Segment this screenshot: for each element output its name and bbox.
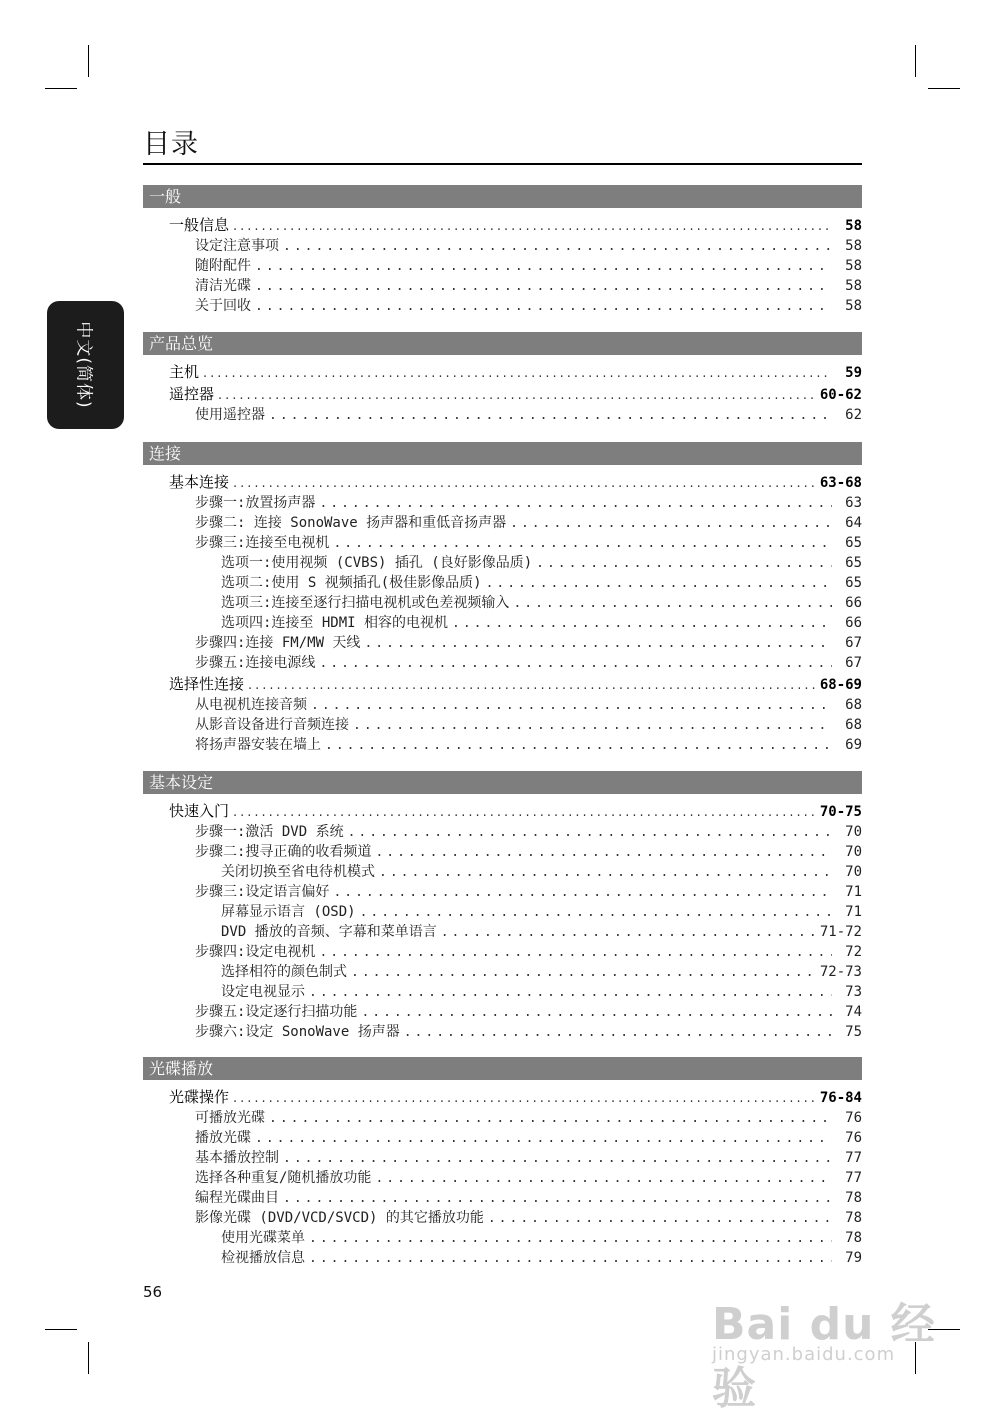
toc-entry-title: 使用光碟菜单: [221, 1230, 305, 1246]
toc-entry[interactable]: [143, 673, 862, 695]
dot-leader: [255, 297, 832, 316]
watermark: [712, 1288, 942, 1414]
toc-entry-title: 屏幕显示语言 (OSD): [221, 904, 356, 920]
toc-entry-page: 71: [845, 884, 862, 900]
toc-entry-page: 76: [845, 1130, 862, 1146]
toc-entry-title: 步骤六:设定 SonoWave 扬声器: [195, 1024, 400, 1040]
toc-entry-title: DVD 播放的音频、字幕和菜单语言: [221, 924, 437, 940]
toc-entry[interactable]: [143, 533, 862, 553]
toc-entry-title: 选项二:使用 S 视频插孔(极佳影像品质): [221, 575, 482, 591]
toc-entry-page: 68-69: [819, 677, 862, 693]
dot-leader: [255, 277, 832, 296]
toc-section: [143, 442, 862, 755]
crop-mark: [915, 45, 916, 77]
section-heading: 连接: [143, 442, 862, 465]
watermark-logo: Bai du 经验: [712, 1299, 936, 1414]
toc-entry-page: 60-62: [819, 387, 862, 403]
toc-entry[interactable]: [143, 471, 862, 493]
dot-leader: [486, 574, 832, 593]
toc-entry[interactable]: [143, 695, 862, 715]
dot-leader: [248, 675, 816, 695]
dot-leader: [233, 802, 816, 822]
toc-entry-title: 设定注意事项: [195, 238, 279, 254]
toc-entry-title: 从影音设备进行音频连接: [195, 717, 349, 733]
dot-leader: [233, 473, 816, 493]
crop-mark: [88, 1342, 89, 1374]
toc-entry-page: 58: [845, 258, 862, 274]
dot-leader: [255, 1129, 832, 1148]
dot-leader: [375, 843, 832, 862]
toc-entry[interactable]: [143, 383, 862, 405]
toc-entry-page: 63: [845, 495, 862, 511]
title-rule: [143, 163, 862, 165]
toc-entry-title: 将扬声器安装在墙上: [195, 737, 321, 753]
toc-entry-page: 75: [845, 1024, 862, 1040]
toc-entry-page: 68: [845, 697, 862, 713]
toc-entry-page: 73: [845, 984, 862, 1000]
toc-entry-title: 快速入门: [169, 802, 230, 820]
dot-leader: [353, 716, 832, 735]
toc-entry-title: 步骤一:激活 DVD 系统: [195, 824, 344, 840]
dot-leader: [536, 554, 832, 573]
toc-entry-title: 清洁光碟: [195, 278, 251, 294]
toc-entry[interactable]: [143, 633, 862, 653]
toc-entry-title: 基本连接: [169, 473, 230, 491]
toc-entry-page: 58: [845, 238, 862, 254]
toc-entry[interactable]: [143, 962, 862, 982]
toc-entry-page: 63-68: [819, 475, 862, 491]
toc-entry[interactable]: [143, 653, 862, 673]
toc-section: [143, 771, 862, 1042]
toc-entry[interactable]: [143, 862, 862, 882]
toc-entry[interactable]: [143, 1148, 862, 1168]
toc-entry-page: 76-84: [819, 1090, 862, 1106]
toc-entry[interactable]: [143, 361, 862, 383]
toc-entry-title: 光碟操作: [169, 1088, 230, 1106]
toc-entry-title: 随附配件: [195, 258, 251, 274]
toc-entry[interactable]: [143, 1022, 862, 1042]
section-heading: 一般: [143, 185, 862, 208]
dot-leader: [319, 943, 832, 962]
toc-entry[interactable]: [143, 613, 862, 633]
page-number: 56: [143, 1283, 163, 1301]
toc-entry[interactable]: [143, 1086, 862, 1108]
toc-entry[interactable]: [143, 942, 862, 962]
crop-mark: [88, 45, 89, 77]
toc-entry[interactable]: [143, 922, 862, 942]
toc-entry[interactable]: [143, 405, 862, 425]
dot-leader: [283, 1189, 832, 1208]
dot-leader: [360, 903, 832, 922]
toc-entry-page: 79: [845, 1250, 862, 1266]
dot-leader: [333, 883, 832, 902]
toc-entry[interactable]: [143, 1228, 862, 1248]
toc-entry[interactable]: [143, 493, 862, 513]
toc-entry[interactable]: [143, 902, 862, 922]
toc-entry-page: 78: [845, 1230, 862, 1246]
dot-leader: [233, 216, 832, 236]
toc-entry-page: 58: [845, 218, 862, 234]
toc-entries: [143, 800, 862, 1042]
toc-entry-page: 64: [845, 515, 862, 531]
toc-entry[interactable]: [143, 882, 862, 902]
toc-entry-page: 66: [845, 615, 862, 631]
dot-leader: [348, 823, 832, 842]
toc-entry-title: 影像光碟 (DVD/VCD/SVCD) 的其它播放功能: [195, 1210, 484, 1226]
toc-entry[interactable]: [143, 1248, 862, 1268]
toc-entry-title: 步骤四:设定电视机: [195, 944, 316, 960]
toc-entry-title: 设定电视显示: [221, 984, 305, 1000]
dot-leader: [361, 1003, 832, 1022]
dot-leader: [452, 614, 832, 633]
dot-leader: [488, 1209, 832, 1228]
dot-leader: [309, 983, 832, 1002]
toc-entry-title: 选项三:连接至逐行扫描电视机或色差视频输入: [221, 595, 510, 611]
toc-entry-title: 关于回收: [195, 298, 251, 314]
toc-entry-title: 可播放光碟: [195, 1110, 265, 1126]
crop-mark: [928, 88, 960, 89]
toc-entry-page: 72: [845, 944, 862, 960]
toc-entry-page: 65: [845, 575, 862, 591]
toc-entry[interactable]: [143, 842, 862, 862]
toc-entry[interactable]: [143, 553, 862, 573]
dot-leader: [510, 514, 832, 533]
toc-entry-page: 71: [845, 904, 862, 920]
toc-entry[interactable]: [143, 1168, 862, 1188]
toc-entry[interactable]: [143, 800, 862, 822]
toc-entry-page: 77: [845, 1150, 862, 1166]
toc-entries: [143, 214, 862, 316]
dot-leader: [513, 594, 832, 613]
dot-leader: [269, 1109, 832, 1128]
toc-entry-title: 步骤二: 连接 SonoWave 扬声器和重低音扬声器: [195, 515, 507, 531]
toc-entry-title: 选择相符的颜色制式: [221, 964, 347, 980]
toc-entry-title: 选项一:使用视频 (CVBS) 插孔 (良好影像品质): [221, 555, 533, 571]
page-title: 目录: [143, 129, 199, 160]
toc-entry[interactable]: [143, 735, 862, 755]
dot-leader: [311, 696, 832, 715]
toc-entry-title: 选择各种重复/随机播放功能: [195, 1170, 372, 1186]
section-heading: 基本设定: [143, 771, 862, 794]
toc-entry-title: 步骤三:设定语言偏好: [195, 884, 330, 900]
toc-entries: [143, 1086, 862, 1268]
toc-entry-title: 编程光碟曲目: [195, 1190, 279, 1206]
dot-leader: [441, 923, 816, 942]
toc-entry[interactable]: [143, 715, 862, 735]
language-tab: [47, 301, 124, 429]
dot-leader: [283, 1149, 832, 1168]
toc-entry[interactable]: [143, 1188, 862, 1208]
toc-entry-page: 65: [845, 555, 862, 571]
toc-entry[interactable]: [143, 1108, 862, 1128]
toc-entry-page: 74: [845, 1004, 862, 1020]
toc-entry-page: 70: [845, 844, 862, 860]
toc-entry[interactable]: [143, 236, 862, 256]
dot-leader: [375, 1169, 832, 1188]
toc-entry-page: 66: [845, 595, 862, 611]
dot-leader: [404, 1023, 832, 1042]
toc-entry-page: 65: [845, 535, 862, 551]
toc-entry-title: 步骤四:连接 FM/MW 天线: [195, 635, 361, 651]
toc-entry-title: 关闭切换至省电待机模式: [221, 864, 375, 880]
toc-entry-title: 从电视机连接音频: [195, 697, 307, 713]
toc-entry[interactable]: [143, 513, 862, 533]
dot-leader: [333, 534, 832, 553]
dot-leader: [233, 1088, 816, 1108]
toc-entry[interactable]: [143, 1208, 862, 1228]
dot-leader: [319, 654, 832, 673]
toc-entry-title: 检视播放信息: [221, 1250, 305, 1266]
toc-entry-page: 59: [845, 365, 862, 381]
dot-leader: [325, 736, 832, 755]
toc-entry-page: 67: [845, 635, 862, 651]
toc-entry-page: 78: [845, 1210, 862, 1226]
toc-entry-page: 72-73: [819, 964, 862, 980]
toc-entry[interactable]: [143, 982, 862, 1002]
toc-entry[interactable]: [143, 1128, 862, 1148]
toc-entry-title: 步骤五:连接电源线: [195, 655, 316, 671]
watermark-url: jingyan.baidu.com: [712, 1344, 896, 1365]
toc-entry-page: 69: [845, 737, 862, 753]
toc-entry-page: 77: [845, 1170, 862, 1186]
toc-entry-title: 步骤五:设定逐行扫描功能: [195, 1004, 358, 1020]
dot-leader: [319, 494, 832, 513]
section-heading: 光碟播放: [143, 1057, 862, 1080]
dot-leader: [283, 237, 832, 256]
dot-leader: [309, 1229, 832, 1248]
toc-entries: [143, 471, 862, 755]
toc-entry-title: 遥控器: [169, 385, 215, 403]
dot-leader: [218, 385, 816, 405]
toc-entry-title: 主机: [169, 363, 200, 381]
toc-section: [143, 1057, 862, 1268]
toc-section: [143, 185, 862, 316]
toc-entry-title: 步骤三:连接至电视机: [195, 535, 330, 551]
section-heading: 产品总览: [143, 332, 862, 355]
crop-mark: [45, 88, 77, 89]
toc-entry[interactable]: [143, 256, 862, 276]
toc-entry-title: 使用遥控器: [195, 407, 265, 423]
dot-leader: [379, 863, 832, 882]
toc-entry[interactable]: [143, 822, 862, 842]
toc-entry[interactable]: [143, 1002, 862, 1022]
toc-entry-page: 68: [845, 717, 862, 733]
toc-entry[interactable]: [143, 573, 862, 593]
toc-entry-page: 78: [845, 1190, 862, 1206]
toc-entry-page: 71-72: [819, 924, 862, 940]
toc-entry-title: 选择性连接: [169, 675, 245, 693]
toc-entry-page: 62: [845, 407, 862, 423]
toc-entry[interactable]: [143, 593, 862, 613]
dot-leader: [364, 634, 832, 653]
toc-entry-page: 70: [845, 824, 862, 840]
toc-entry-page: 70-75: [819, 804, 862, 820]
toc-entry[interactable]: [143, 276, 862, 296]
toc-entry[interactable]: [143, 296, 862, 316]
crop-mark: [45, 1329, 77, 1330]
toc-entry[interactable]: [143, 214, 862, 236]
toc-entries: [143, 361, 862, 425]
dot-leader: [351, 963, 816, 982]
dot-leader: [269, 406, 832, 425]
toc-entry-page: 76: [845, 1110, 862, 1126]
dot-leader: [309, 1249, 832, 1268]
toc-entry-page: 58: [845, 298, 862, 314]
toc-entry-title: 选项四:连接至 HDMI 相容的电视机: [221, 615, 449, 631]
toc-entry-title: 步骤二:搜寻正确的收看频道: [195, 844, 372, 860]
dot-leader: [203, 363, 832, 383]
toc-entry-title: 步骤一:放置扬声器: [195, 495, 316, 511]
dot-leader: [255, 257, 832, 276]
toc-entry-title: 一般信息: [169, 216, 230, 234]
toc-entry-page: 70: [845, 864, 862, 880]
toc-section: [143, 332, 862, 425]
toc-entry-page: 67: [845, 655, 862, 671]
language-tab-label: 中文(简体): [73, 321, 93, 409]
toc-entry-title: 基本播放控制: [195, 1150, 279, 1166]
toc-entry-page: 58: [845, 278, 862, 294]
toc-entry-title: 播放光碟: [195, 1130, 251, 1146]
